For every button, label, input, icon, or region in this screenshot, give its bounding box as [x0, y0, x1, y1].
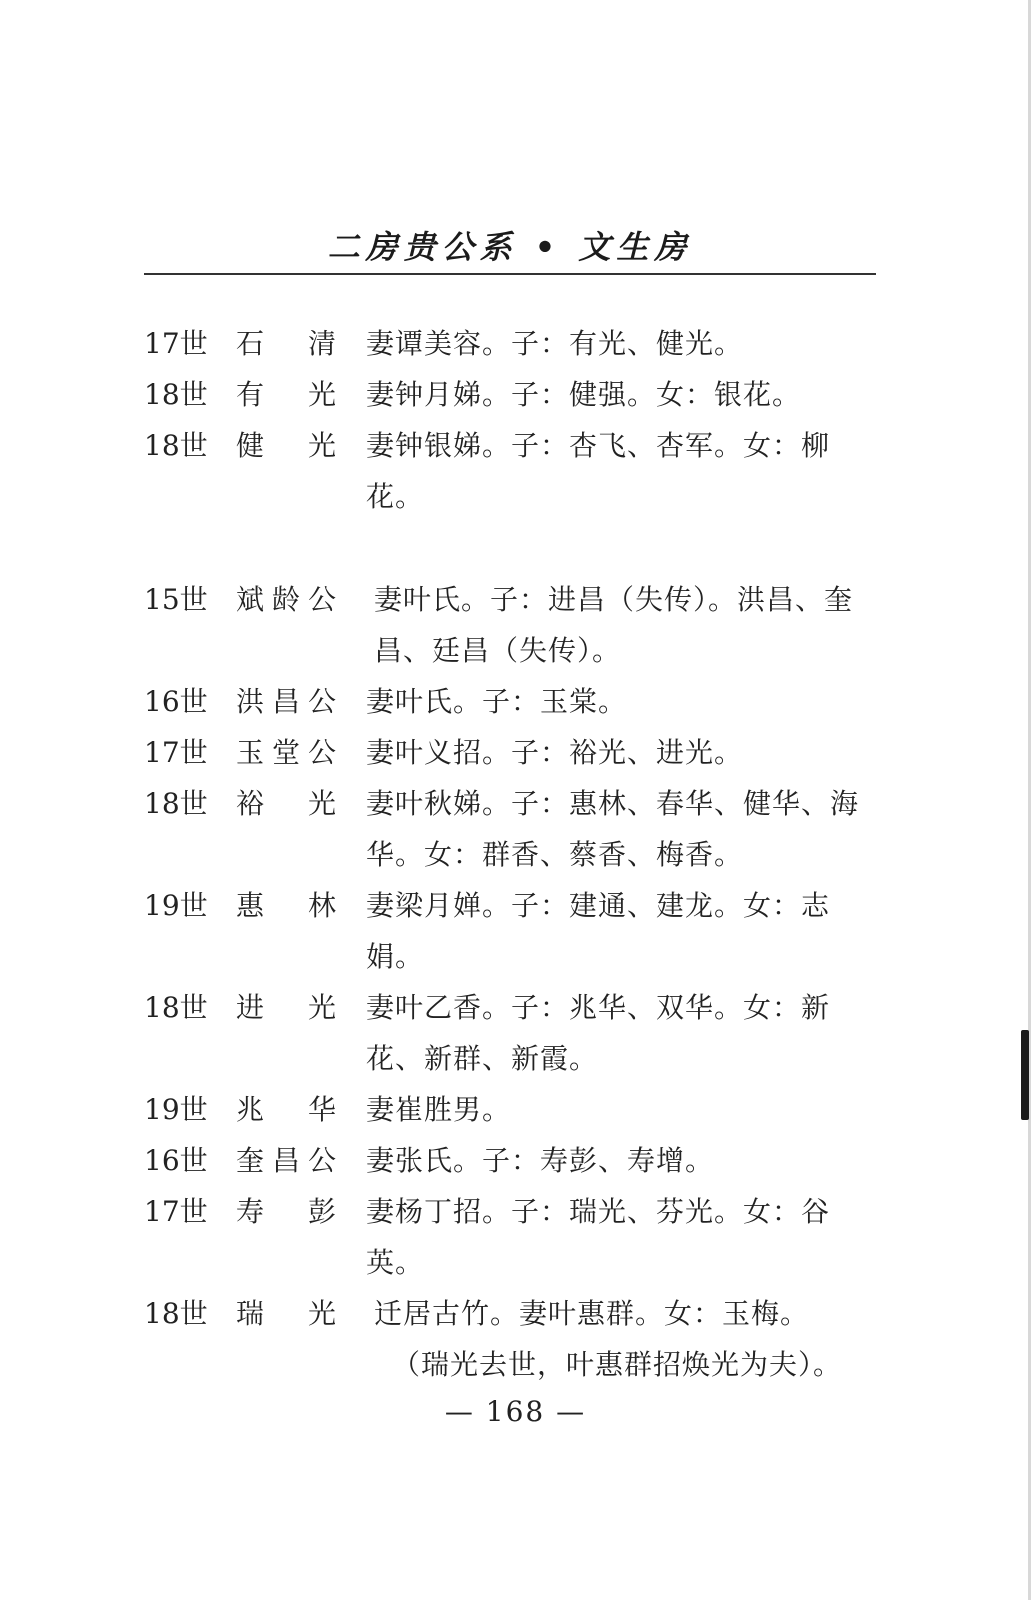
entry-text: 妻张氏。子：寿彭、寿增。	[366, 1144, 715, 1177]
person-name: 健 光	[236, 429, 336, 462]
entry-note: （瑞光去世，叶惠群招焕光为夫）。	[392, 1348, 843, 1381]
person-name: 裕 光	[236, 787, 336, 820]
genealogy-entry	[144, 1186, 884, 1288]
entry-text: 妻钟银娣。子：杏飞、杏军。女：柳花。	[366, 429, 831, 513]
entry-text: 妻叶氏。子：进昌（失传）。洪昌、奎昌、廷昌（失传）。	[374, 583, 854, 667]
page-header	[144, 222, 876, 272]
genealogy-entry	[144, 420, 884, 522]
genealogy-list	[144, 318, 884, 1390]
generation-label: 18世	[144, 378, 208, 411]
genealogy-entry	[144, 318, 884, 369]
person-name: 有 光	[236, 378, 336, 411]
genealogy-entry	[144, 369, 884, 420]
genealogy-entry	[144, 1288, 884, 1390]
genealogy-entry	[144, 778, 884, 880]
genealogy-entry	[144, 1135, 884, 1186]
person-name: 玉堂公	[236, 736, 336, 769]
generation-label: 18世	[144, 1297, 208, 1330]
person-name: 兆 华	[236, 1093, 336, 1126]
entry-text: 妻崔胜男。	[366, 1093, 512, 1126]
person-name: 斌龄公	[236, 583, 336, 616]
entry-text: 妻杨丁招。子：瑞光、芬光。女：谷英。	[366, 1195, 831, 1279]
genealogy-entry	[144, 982, 884, 1084]
generation-label: 18世	[144, 991, 208, 1024]
genealogy-entry	[144, 574, 884, 676]
person-name: 进 光	[236, 991, 336, 1024]
genealogy-entry	[144, 727, 884, 778]
entry-text: 妻钟月娣。子：健强。女：银花。	[366, 378, 802, 411]
generation-label: 18世	[144, 429, 208, 462]
entry-text: 妻梁月婵。子：建通、建龙。女：志娟。	[366, 889, 831, 973]
genealogy-entry	[144, 880, 884, 982]
person-name: 洪昌公	[236, 685, 336, 718]
generation-label: 16世	[144, 1144, 208, 1177]
generation-label: 17世	[144, 327, 208, 360]
entry-text: 妻叶秋娣。子：惠林、春华、健华、海华。女：群香、蔡香、梅香。	[366, 787, 860, 871]
header-rule	[144, 273, 876, 275]
person-name: 寿 彭	[236, 1195, 336, 1228]
person-name: 石 清	[236, 327, 336, 360]
entry-text: 迁居古竹。妻叶惠群。女：玉梅。	[374, 1297, 810, 1330]
entry-text: 妻叶乙香。子：兆华、双华。女：新花、新群、新霞。	[366, 991, 831, 1075]
person-name: 惠 林	[236, 889, 336, 922]
generation-label: 17世	[144, 1195, 208, 1228]
entry-text: 妻叶氏。子：玉棠。	[366, 685, 628, 718]
generation-label: 17世	[144, 736, 208, 769]
entry-text: 妻谭美容。子：有光、健光。	[366, 327, 744, 360]
page-number: — 168 —	[444, 1395, 587, 1428]
genealogy-entry	[144, 676, 884, 727]
scan-mark	[1021, 1030, 1029, 1120]
person-name: 奎昌公	[236, 1144, 336, 1177]
generation-label: 19世	[144, 1093, 208, 1126]
generation-label: 15世	[144, 583, 208, 616]
entry-text: 妻叶义招。子：裕光、进光。	[366, 736, 744, 769]
generation-label: 16世	[144, 685, 208, 718]
generation-label: 19世	[144, 889, 208, 922]
generation-label: 18世	[144, 787, 208, 820]
genealogy-entry	[144, 1084, 884, 1135]
page-title: 二房贵公系 • 文生房	[327, 228, 693, 266]
person-name: 瑞 光	[236, 1297, 336, 1330]
